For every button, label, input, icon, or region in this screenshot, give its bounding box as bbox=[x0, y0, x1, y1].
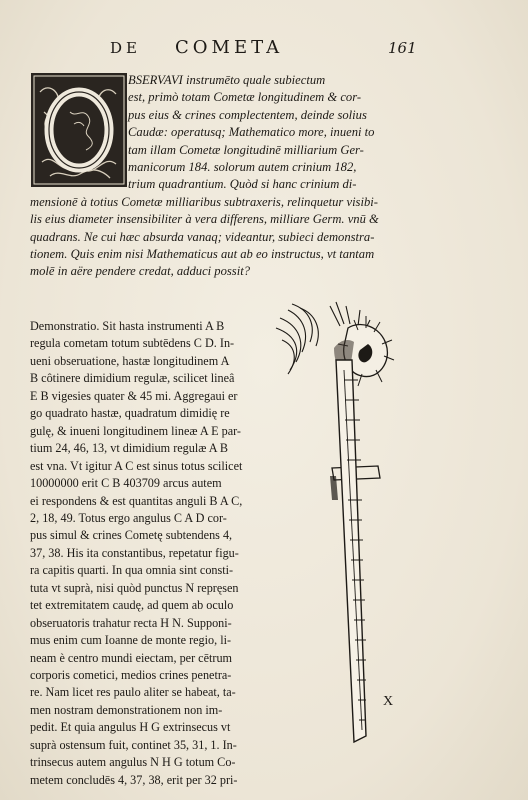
italic-line: molē in aëre pendere credat, adduci possit? bbox=[30, 264, 250, 279]
comet-instrument-figure bbox=[270, 300, 420, 750]
body-line: tet extremitatem caudę, ad quem ab oculo bbox=[30, 598, 234, 613]
body-line: metem concludēs 4, 37, 38, erit per 32 pri- bbox=[30, 772, 238, 787]
italic-line: mensionē à totius Cometæ milliaribus subtraxeris, relinquetur visibi- bbox=[30, 194, 378, 209]
body-line: B côtinere dimidium regulæ, scilicet lineâ bbox=[30, 371, 235, 386]
italic-line: tionem. Quis enim nisi Mathematicus aut ab eo instructus, vt tantam bbox=[30, 247, 375, 261]
italic-line: manicorum 184. solorum autem crinium 182, bbox=[128, 160, 357, 174]
body-line: ueni obseruatione, hastæ longitudinem A bbox=[30, 353, 230, 368]
body-line: go quadrato hastæ, quadratum dimidię re bbox=[30, 406, 230, 421]
body-line: obseruatoris trahatur recta H N. Supponi- bbox=[30, 615, 232, 630]
body-line: men nostram demonstrationem non im- bbox=[30, 702, 223, 717]
figure-mark-x: X bbox=[383, 694, 394, 709]
body-line: 37, 38. His ita constantibus, repetatur figu- bbox=[30, 545, 239, 560]
body-line: ei respondens & est quantitas anguli B A C, bbox=[30, 493, 243, 508]
body-line: 2, 18, 49. Totus ergo angulus C A D cor- bbox=[30, 510, 227, 525]
comet-woodcut-illustration bbox=[270, 300, 420, 750]
body-line: E B vigesies quater & 45 mi. Aggregaui er bbox=[30, 388, 238, 403]
body-line: gulę, & inueni longitudinem lineæ A E par- bbox=[30, 423, 241, 438]
body-line: ra capitis quarti. In qua omnia sint consti- bbox=[30, 563, 234, 578]
page-number: 161 bbox=[388, 39, 417, 57]
body-line: corporis cometici, medios crines penetra- bbox=[30, 668, 232, 682]
body-line: mus enim cum Ioanne de monte regio, li- bbox=[30, 633, 232, 648]
header-de: DE bbox=[110, 39, 141, 57]
italic-line: lis eius diameter insensibiliter à vera differens, milliare Germ. vnū & bbox=[30, 212, 379, 227]
body-line: trinsecus autem angulus N H G totum Co- bbox=[30, 755, 236, 770]
body-line: est vna. Vt igitur A C est sinus totus scilicet bbox=[30, 458, 243, 473]
italic-line: Caudæ: operatusq; Mathematico more, inueni to bbox=[128, 125, 375, 140]
running-header bbox=[0, 37, 528, 59]
italic-line: pus eius & crines complectentem, deinde solius bbox=[128, 107, 367, 122]
italic-line: est, primò totam Cometæ longitudinem & cor- bbox=[128, 90, 362, 105]
body-line: re. Nam licet res paulo aliter se habeat, ta- bbox=[30, 685, 236, 700]
italic-line: trium quadrantium. Quòd si hanc crinium di- bbox=[128, 177, 357, 192]
body-line: pedit. Et quia angulus H G extrinsecus vt bbox=[30, 720, 231, 735]
decorated-initial-graphic bbox=[30, 72, 128, 188]
body-line: 10000000 erit C B 403709 arcus autem bbox=[30, 476, 222, 491]
header-title: COMETA bbox=[175, 37, 284, 58]
italic-line: quadrans. Ne cui hæc absurda vanaq; videantur, subieci demonstra- bbox=[30, 229, 375, 244]
body-line: regula cometam totum subtēdens C D. In- bbox=[30, 336, 235, 351]
body-line: tuta vt suprà, nisi quòd punctus N repręsen bbox=[30, 580, 239, 595]
body-line: Demonstratio. Sit hasta instrumenti A B bbox=[30, 319, 225, 333]
italic-line: tam illam Cometæ longitudinē milliarium Ger- bbox=[128, 142, 364, 157]
body-line: tium 24, 46, 13, vt dimidium regulæ A B bbox=[30, 441, 229, 456]
decorated-initial bbox=[30, 72, 128, 188]
italic-line: BSERVAVI instrumēto quale subiectum bbox=[128, 73, 326, 87]
body-line: neam è centro mundi eiectam, per cētrum bbox=[30, 650, 233, 665]
body-line: suprà ostensum fuit, continet 35, 31, 1. In- bbox=[30, 737, 237, 752]
body-line: pus simul & crines Cometę subtendens 4, bbox=[30, 528, 233, 543]
